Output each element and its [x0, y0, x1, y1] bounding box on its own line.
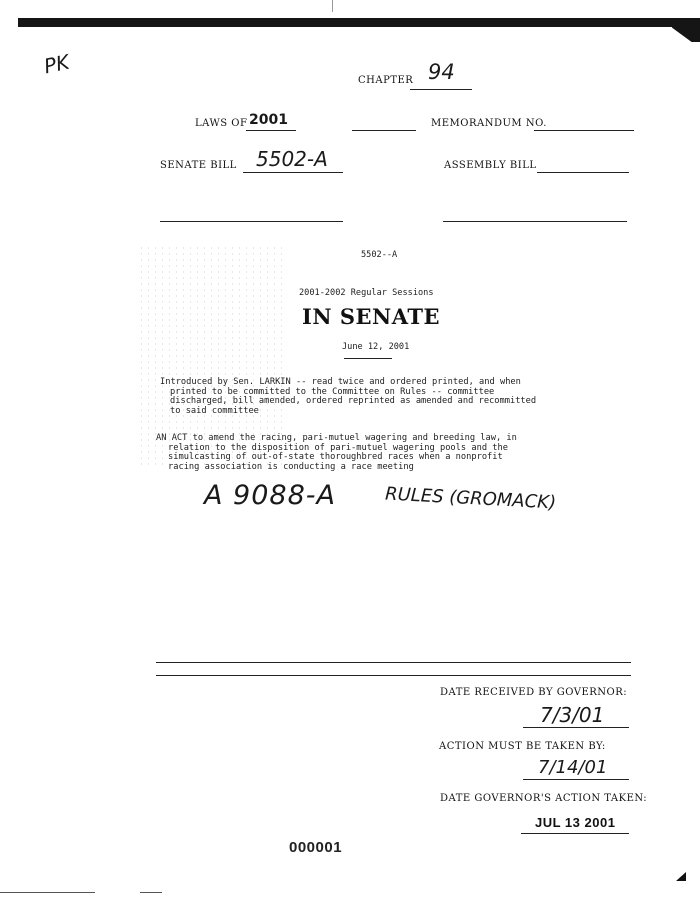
scan-corner-mark: [676, 872, 686, 881]
handwritten-rules-note: RULES (GROMACK): [384, 483, 557, 514]
scan-bottom-mark: [140, 892, 162, 893]
action-taken-stamp: JUL 13 2001: [535, 815, 616, 830]
laws-line: [246, 130, 296, 131]
scan-mark: [332, 0, 333, 12]
blank-line: [352, 130, 416, 131]
date-rule: [344, 358, 392, 359]
chapter-label: CHAPTER: [358, 75, 414, 86]
bill-number: 5502--A: [361, 250, 398, 260]
date-received-value: 7/3/01: [540, 703, 605, 727]
scan-top-corner: [672, 18, 700, 42]
assembly-bill-line: [537, 172, 629, 173]
act-line: racing association is conducting a race meeting: [168, 461, 414, 472]
handwritten-assembly-ref: A 9088-A: [204, 480, 336, 511]
page-stamp: 000001: [289, 839, 343, 856]
laws-year: 2001: [249, 112, 288, 128]
scan-top-edge: [18, 18, 700, 27]
bill-date: June 12, 2001: [342, 342, 410, 352]
scan-noise: [138, 245, 288, 465]
signature-line-left: [160, 221, 343, 222]
signature-line-right: [443, 221, 627, 222]
action-taken-line: [521, 833, 629, 834]
introduction-line: Introduced by Sen. LARKIN -- read twice and ordered printed, and when: [160, 377, 521, 387]
memorandum-label: MEMORANDUM NO.: [431, 118, 547, 129]
action-by-label: ACTION MUST BE TAKEN BY:: [439, 741, 606, 752]
date-received-line: [523, 727, 629, 728]
date-received-label: DATE RECEIVED BY GOVERNOR:: [440, 687, 628, 698]
action-by-line: [523, 779, 629, 780]
action-taken-label: DATE GOVERNOR'S ACTION TAKEN:: [440, 793, 648, 804]
chamber-heading: IN SENATE: [302, 304, 440, 329]
handwritten-initials: PK: [41, 49, 72, 79]
introduction-line: discharged, bill amended, ordered reprinted as amended and recommitted: [170, 396, 537, 407]
act-line: relation to the disposition of pari-mutuel wagering pools and the: [168, 442, 508, 453]
act-line: simulcasting of out-of-state thoroughbred races when a nonprofit: [168, 452, 503, 463]
session-line: 2001-2002 Regular Sessions: [299, 288, 434, 298]
introduction-line: to said committee: [170, 405, 259, 416]
act-line: AN ACT to amend the racing, pari-mutuel wagering and breeding law, in: [156, 433, 517, 443]
chapter-line: [410, 89, 472, 90]
chapter-number: 94: [428, 60, 455, 84]
action-by-value: 7/14/01: [538, 757, 608, 778]
scan-bottom-mark: [0, 892, 95, 893]
senate-bill-number: 5502-A: [256, 147, 328, 171]
divider-line-2: [156, 675, 631, 676]
senate-bill-label: SENATE BILL: [160, 160, 237, 171]
divider-line-1: [156, 662, 631, 663]
introduction-line: printed to be committed to the Committee on Rules -- committee: [170, 386, 495, 397]
introduction-paragraph: [160, 378, 600, 416]
act-paragraph: [156, 434, 600, 472]
assembly-bill-label: ASSEMBLY BILL: [444, 160, 537, 171]
senate-bill-line: [243, 172, 343, 173]
memorandum-line: [534, 130, 634, 131]
laws-label: LAWS OF: [195, 118, 248, 129]
